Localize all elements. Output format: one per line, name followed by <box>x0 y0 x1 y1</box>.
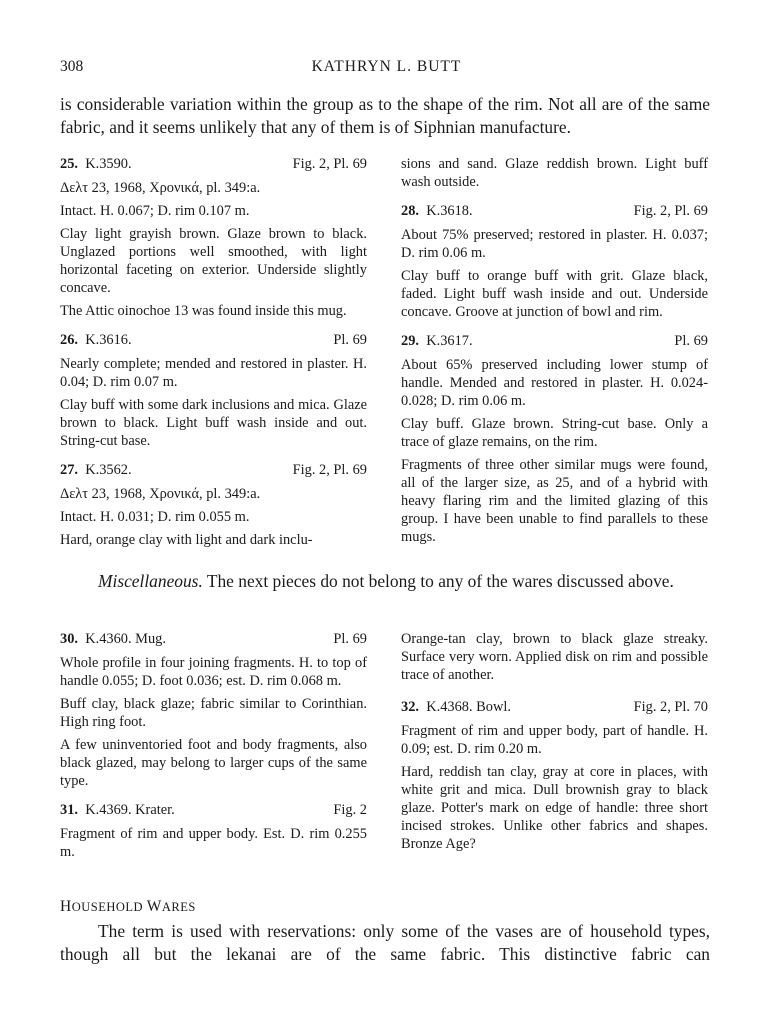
figure-reference: Fig. 2, Pl. 70 <box>633 699 708 715</box>
figure-reference: Fig. 2 <box>333 802 367 818</box>
dimensions-line: Whole profile in four joining fragments. H. to top of handle 0.055; D. foot 0.036; est. D. rim 0.068 m. <box>60 655 367 689</box>
entry-number: 26. <box>60 332 78 348</box>
dimensions-line: About 75% preserved; restored in plaster. H. 0.037; D. rim 0.06 m. <box>401 227 708 261</box>
inventory-number: K.4360. Mug. <box>85 631 166 647</box>
miscellaneous-lead: Miscellaneous. <box>98 571 203 591</box>
dimensions-line: Fragment of rim and upper body, part of handle. H. 0.09; est. D. rim 0.20 m. <box>401 723 708 757</box>
figure-reference: Fig. 2, Pl. 69 <box>633 203 708 219</box>
section-heading-rest: OUSEHOLD <box>71 900 147 914</box>
catalogue-column-upper-right <box>401 155 708 557</box>
section-heading-rest-2: ARES <box>161 900 196 914</box>
figure-reference: Fig. 2, Pl. 69 <box>292 462 367 478</box>
entry-heading <box>60 331 367 349</box>
entry-heading <box>60 630 367 648</box>
catalogue-column-lower-left <box>60 630 367 872</box>
catalogue-entry-30 <box>60 630 367 790</box>
description-paragraph: Clay light grayish brown. Glaze brown to black. Unglazed portions well smoothed, with light horizontal faceting on exterior. Underside slightly concave. <box>60 226 367 296</box>
entry-heading <box>401 202 708 220</box>
section-heading <box>60 898 196 916</box>
catalogue-column-upper-left <box>60 155 367 560</box>
catalogue-entry-27 <box>60 461 367 549</box>
dimensions-line: Intact. H. 0.031; D. rim 0.055 m. <box>60 509 250 525</box>
figure-reference: Fig. 2, Pl. 69 <box>292 156 367 172</box>
bibliography-line: Δελτ 23, 1968, Χρονικά, pl. 349:a. <box>60 180 261 196</box>
section-heading-initial-2: W <box>146 898 162 915</box>
miscellaneous-text: The next pieces do not belong to any of the wares discussed above. <box>206 571 674 591</box>
catalogue-entry-32 <box>401 698 708 853</box>
description-paragraph: Hard, orange clay with light and dark inclu- <box>60 532 313 548</box>
page-header <box>60 58 713 78</box>
section-heading-initial: H <box>60 898 72 915</box>
intro-paragraph: is considerable variation within the group as to the shape of the rim. Not all are of the same fabric, and it seems unlikely that any of them is of Siphnian manufacture. <box>60 94 710 137</box>
entry-number: 32. <box>401 699 419 715</box>
description-paragraph: Clay buff with some dark inclusions and mica. Glaze brown to black. Light buff wash inside and out. String-cut base. <box>60 397 367 449</box>
description-paragraph: The Attic oinochoe 13 was found inside this mug. <box>60 303 347 319</box>
figure-reference: Pl. 69 <box>333 631 367 647</box>
entry-number: 31. <box>60 802 78 818</box>
catalogue-entry-26 <box>60 331 367 450</box>
catalogue-entry-29 <box>401 332 708 546</box>
page-number: 308 <box>60 58 84 75</box>
entry-number: 28. <box>401 203 419 219</box>
inventory-number: K.3618. <box>426 203 473 219</box>
entry-heading <box>401 332 708 350</box>
dimensions-line: Intact. H. 0.067; D. rim 0.107 m. <box>60 203 250 219</box>
section-paragraph <box>60 920 710 966</box>
running-head: KATHRYN L. BUTT <box>311 58 462 75</box>
description-paragraph: Clay buff. Glaze brown. String-cut base. Only a trace of glaze remains, on the rim. <box>401 416 708 450</box>
miscellaneous-paragraph <box>60 570 710 593</box>
continued-description: Orange-tan clay, brown to black glaze streaky. Surface very worn. Applied disk on rim and possible trace of another. <box>401 631 708 683</box>
inventory-number: K.3562. <box>85 462 132 478</box>
figure-reference: Pl. 69 <box>674 333 708 349</box>
inventory-number: K.4368. Bowl. <box>426 699 511 715</box>
description-paragraph: Fragments of three other similar mugs were found, all of the larger size, as 25, and of a hybrid with heavy flaring rim and the limited glazing of this group. I have been unable to find parallels to these mugs. <box>401 457 708 545</box>
entry-number: 27. <box>60 462 78 478</box>
catalogue-entry-31 <box>60 801 367 861</box>
dimensions-line: About 65% preserved including lower stump of handle. Mended and restored in plaster. H. 0.024-0.028; D. rim 0.06 m. <box>401 357 708 409</box>
entry-heading <box>401 698 708 716</box>
entry-heading <box>60 155 367 173</box>
catalogue-column-lower-right <box>401 630 708 864</box>
description-paragraph: Clay buff to orange buff with grit. Glaze black, faded. Light buff wash inside and out. Underside concave. Groove at junction of bowl and rim. <box>401 268 708 320</box>
dimensions-line: Fragment of rim and upper body. Est. D. rim 0.255 m. <box>60 826 367 860</box>
inventory-number: K.3590. <box>85 156 132 172</box>
inventory-number: K.4369. Krater. <box>85 802 175 818</box>
description-paragraph: Hard, reddish tan clay, gray at core in places, with white grit and mica. Dull brownish gray to black glaze. Potter's mark on edge of handle: three short incised strokes. Unlike other fabrics and shapes. Bronze Age? <box>401 764 708 852</box>
figure-reference: Pl. 69 <box>333 332 367 348</box>
dimensions-line: Nearly complete; mended and restored in plaster. H. 0.04; D. rim 0.07 m. <box>60 356 367 390</box>
inventory-number: K.3617. <box>426 333 473 349</box>
catalogue-entry-28 <box>401 202 708 321</box>
entry-heading <box>60 801 367 819</box>
entry-number: 25. <box>60 156 78 172</box>
inventory-number: K.3616. <box>85 332 132 348</box>
catalogue-entry-25 <box>60 155 367 320</box>
description-paragraph: Buff clay, black glaze; fabric similar to Corinthian. High ring foot. <box>60 696 367 730</box>
entry-heading <box>60 461 367 479</box>
entry-number: 29. <box>401 333 419 349</box>
continued-description: sions and sand. Glaze reddish brown. Light buff wash outside. <box>401 156 708 190</box>
description-paragraph: A few uninventoried foot and body fragments, also black glazed, may belong to larger cups of the same type. <box>60 737 367 789</box>
bibliography-line: Δελτ 23, 1968, Χρονικά, pl. 349:a. <box>60 486 261 502</box>
section-text: The term is used with reservations: only some of the vases are of household types, though all but the lekanai are of the same fabric. This distinctive fabric can <box>60 921 710 964</box>
entry-number: 30. <box>60 631 78 647</box>
